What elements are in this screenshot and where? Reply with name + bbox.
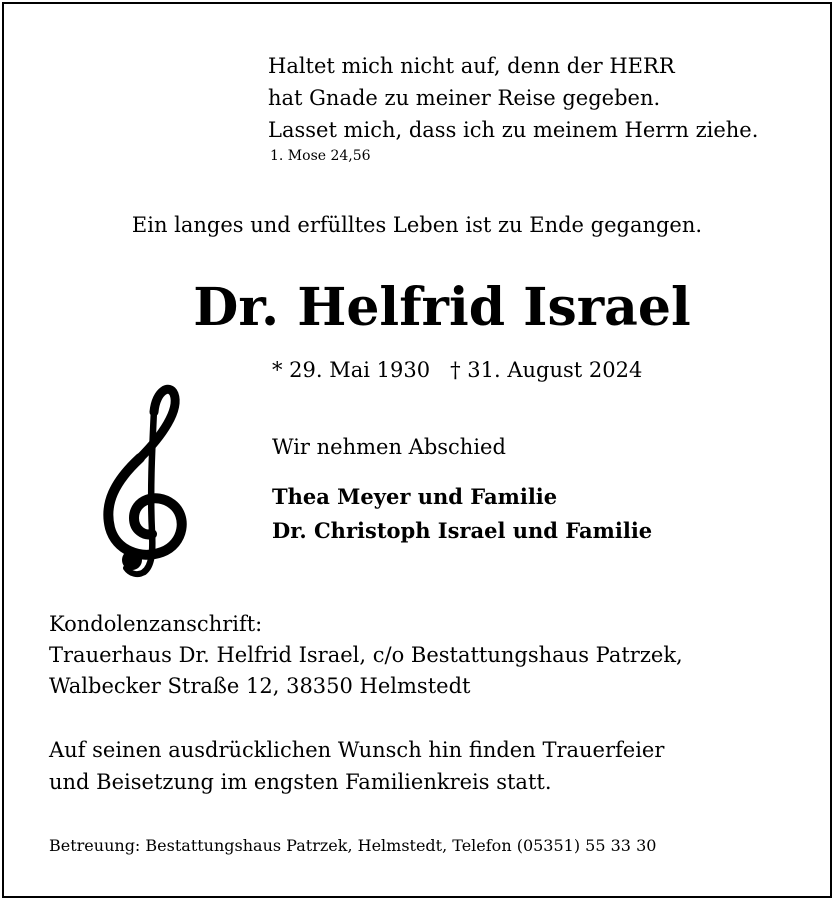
condolence-line: Walbecker Straße 12, 38350 Helmstedt [49, 674, 471, 698]
condolence-address [49, 609, 683, 702]
farewell-text: Wir nehmen Abschied [272, 435, 506, 459]
mourners-list [272, 480, 652, 548]
wish-line: Auf seinen ausdrücklichen Wunsch hin finden Trauerfeier [49, 738, 665, 762]
condolence-line: Trauerhaus Dr. Helfrid Israel, c/o Bestattungshaus Patrzek, [49, 643, 683, 667]
verse-line: Haltet mich nicht auf, denn der HERR [268, 54, 675, 78]
deceased-name: Dr. Helfrid Israel [193, 277, 691, 338]
life-dates [272, 354, 642, 386]
intro-text: Ein langes und erfülltes Leben ist zu Ende gegangen. [131, 213, 703, 237]
birth-date: * 29. Mai 1930 [272, 358, 431, 382]
bible-verse [268, 50, 758, 146]
care-footer: Betreuung: Bestattungshaus Patrzek, Helmstedt, Telefon (05351) 55 33 30 [49, 836, 657, 855]
verse-line: hat Gnade zu meiner Reise gegeben. [268, 86, 661, 110]
mourner-entry: Thea Meyer und Familie [272, 484, 558, 509]
wish-line: und Beisetzung im engsten Familienkreis statt. [49, 770, 552, 794]
mourner-entry: Dr. Christoph Israel und Familie [272, 518, 653, 543]
verse-line: Lasset mich, dass ich zu meinem Herrn ziehe. [268, 118, 759, 142]
verse-reference: 1. Mose 24,56 [270, 148, 371, 164]
condolence-line: Kondolenzanschrift: [49, 612, 263, 636]
funeral-wish [49, 734, 664, 798]
death-date: † 31. August 2024 [450, 358, 643, 382]
treble-clef-icon [100, 382, 192, 578]
